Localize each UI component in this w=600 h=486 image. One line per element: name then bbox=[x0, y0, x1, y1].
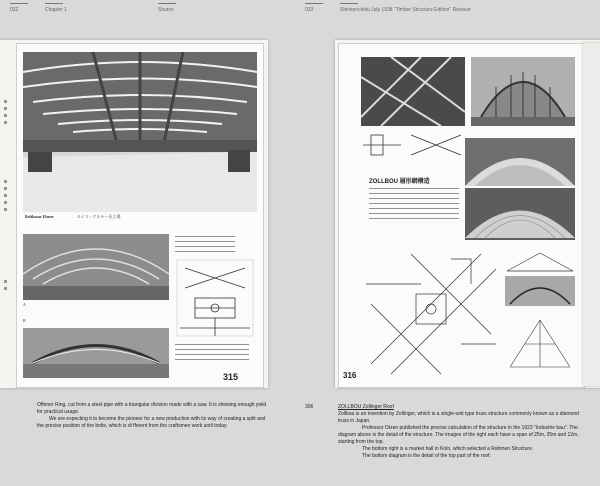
left-header-rule bbox=[10, 3, 28, 4]
market-hall-koln-photo bbox=[505, 276, 575, 306]
station-drawing bbox=[23, 328, 169, 378]
elevation-diagram bbox=[505, 249, 575, 274]
right-line-3: The bottom right is a market hall in Koln, which selected a Rahmen Structure. bbox=[362, 446, 534, 452]
vault-photo-2 bbox=[465, 188, 575, 240]
timber-truss-photo bbox=[361, 57, 465, 126]
right-page-number: 033 bbox=[305, 7, 314, 13]
right-translation bbox=[338, 404, 588, 460]
right-line-2: Professor Otzen published the precise calculation of the structure in the 1923 "Industrie bau". The diagram above is the detail of the structure. The images of the right each have a span of 25m, 25m and 12m, starting from the top. bbox=[338, 425, 579, 445]
left-header-rule bbox=[45, 3, 63, 4]
right-line-1: Zollbau is an invention by Zollinger, which is a single-unit type truss structure commonly known as a diamond truss in Japan. bbox=[338, 411, 579, 424]
factory-photo-drawing bbox=[23, 52, 257, 212]
vault-1-drawing bbox=[465, 138, 575, 186]
scan-text-block bbox=[175, 344, 249, 364]
caption-note: ルイス・ケルナー氏工場 bbox=[77, 214, 121, 219]
margin-text bbox=[4, 180, 8, 215]
left-chapter: Chapter 1 bbox=[45, 7, 67, 13]
scan-text-block bbox=[369, 188, 459, 223]
zollinger-truss-drawing bbox=[361, 244, 501, 378]
market-hall-drawing bbox=[23, 234, 169, 300]
right-title-line: ZOLLBOU Zollinger Roof bbox=[338, 404, 394, 410]
right-header-rule bbox=[340, 3, 358, 4]
left-page-number: 032 bbox=[10, 7, 19, 13]
truss-section-diagram bbox=[361, 130, 465, 160]
left-translation bbox=[37, 402, 269, 430]
roof-detail-diagram bbox=[505, 312, 575, 372]
scan-right bbox=[338, 43, 585, 388]
koln-hall-drawing bbox=[505, 276, 575, 306]
left-section: Source bbox=[158, 7, 174, 13]
zollbou-heading: ZOLLBOU 層形網構造 bbox=[369, 179, 430, 185]
scan-left bbox=[16, 43, 264, 388]
caption-main: Balthasar Elzner bbox=[25, 214, 54, 219]
scan-right-page-number: 316 bbox=[343, 371, 357, 380]
right-page-edge bbox=[583, 43, 600, 386]
label-a: A bbox=[23, 302, 26, 307]
margin-text bbox=[4, 100, 8, 128]
timber-truss-drawing bbox=[361, 57, 465, 126]
right-translation-page-no: 306 bbox=[305, 404, 314, 410]
hall-construction-drawing bbox=[471, 57, 575, 126]
hall-construction-photo bbox=[471, 57, 575, 126]
scan-text-block bbox=[175, 236, 235, 256]
vault-2-drawing bbox=[465, 188, 575, 240]
left-para-2: We are expecting it to become the pioneer for a new production with its way of creating a split and the precise position of the bolts, which is di fferent from the craftsmen work until today. bbox=[37, 416, 266, 429]
label-b: B bbox=[23, 318, 26, 323]
right-title: Shinkenchiku July 1938 "Timber Structure Edition" Reissue bbox=[340, 7, 471, 13]
left-para-1: Offener Ring, cut from a steel pipe with a triangular division made with a saw. It is showing enough yield for practical usage. bbox=[37, 402, 267, 415]
vault-photo-1 bbox=[465, 138, 575, 186]
margin-text bbox=[4, 280, 8, 294]
right-line-4: The bottom diagram is the detail of the top part of the roof. bbox=[362, 453, 491, 459]
station-photo bbox=[23, 328, 169, 378]
right-header-rule bbox=[305, 3, 323, 4]
scan-left-page-number: 315 bbox=[223, 372, 239, 382]
factory-interior-photo bbox=[23, 52, 257, 212]
market-hall-photo bbox=[23, 234, 169, 300]
left-header-rule bbox=[158, 3, 176, 4]
joint-diagram bbox=[175, 258, 255, 338]
